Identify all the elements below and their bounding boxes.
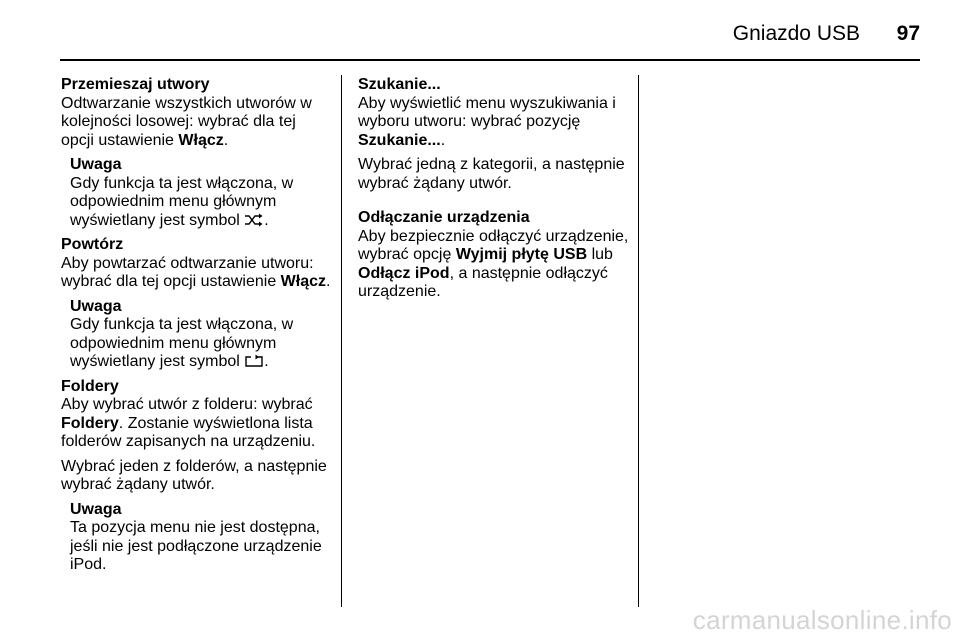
section-search [358,76,630,150]
search-bold-value: Szukanie... [358,131,441,149]
page-header [60,20,920,48]
disconnect-heading: Odłączanie urządzenia [358,209,530,226]
column-divider-left [341,75,342,607]
watermark: carmanualsonline.info [692,605,952,635]
section-disconnect [358,209,630,302]
disconnect-bold-ipod: Odłącz iPod [358,264,450,282]
header-rule [60,59,920,61]
note-text: Gdy funkcja ta jest włączona, w odpowiednim menu głównym wyświetlany jest symbol [70,174,294,229]
folders-text-2: Wybrać jeden z folderów, a następnie wybrać żądany utwór. [61,457,327,493]
note-label: Uwaga [70,297,122,315]
note-label: Uwaga [70,156,122,173]
left-column [61,76,333,581]
repeat-bold-value: Włącz [280,273,327,290]
shuffle-note: Uwaga Gdy funkcja ta jest włączona, w odpowiednim menu głównym wyświetlany jest symbol . [70,156,333,230]
note-text: Gdy funkcja ta jest włączona, w odpowiednim menu głównym wyświetlany jest symbol [70,316,294,370]
section-folders [61,378,333,452]
folders-bold-value: Foldery [61,414,119,432]
repeat-note: Uwaga Gdy funkcja ta jest włączona, w odpowiednim menu głównym wyświetlany jest symbol . [70,298,333,372]
section-repeat [61,236,333,292]
shuffle-icon [244,213,264,227]
repeat-icon [244,354,264,368]
shuffle-heading: Przemieszaj utwory [61,76,210,93]
search-text-2-wrap [358,156,630,193]
header-title: Gniazdo USB [732,22,860,45]
note-label: Uwaga [70,500,122,518]
search-text-2: Wybrać jedną z kategorii, a następnie wybrać żądany utwór. [358,156,625,192]
folders-note [70,501,333,575]
disconnect-bold-usb: Wyjmij płytę USB [455,246,588,263]
shuffle-bold-value: Włącz [178,131,224,149]
repeat-text: Aby powtarzać odtwarzanie utworu: wybrać dla tej opcji ustawienie Włącz. [61,254,331,290]
middle-column [358,76,630,308]
disconnect-text: Aby bezpiecznie odłączyć urządzenie, wybrać opcję Wyjmij płytę USB lub Odłącz iPod, a następnie odłączyć urządzenie. [358,227,629,300]
note-text: Ta pozycja menu nie jest dostępna, jeśli nie jest podłączone urządzenie iPod. [70,519,322,573]
search-heading: Szukanie... [358,76,441,93]
page-number: 97 [896,22,920,45]
shuffle-text: Odtwarzanie wszystkich utworów w kolejności losowej: wybrać dla tej opcji ustawienie Włącz. [61,94,312,149]
column-divider-right [638,75,639,607]
search-text: Aby wyświetlić menu wyszukiwania i wyboru utworu: wybrać pozycję Szukanie.... [358,94,616,149]
repeat-heading: Powtórz [61,236,124,253]
section-shuffle [61,76,333,150]
folders-text: Aby wybrać utwór z folderu: wybrać Foldery. Zostanie wyświetlona lista folderów zapisanych na urządzeniu. [61,396,316,450]
folders-heading: Foldery [61,377,119,395]
folders-text-2-wrap [61,458,333,495]
